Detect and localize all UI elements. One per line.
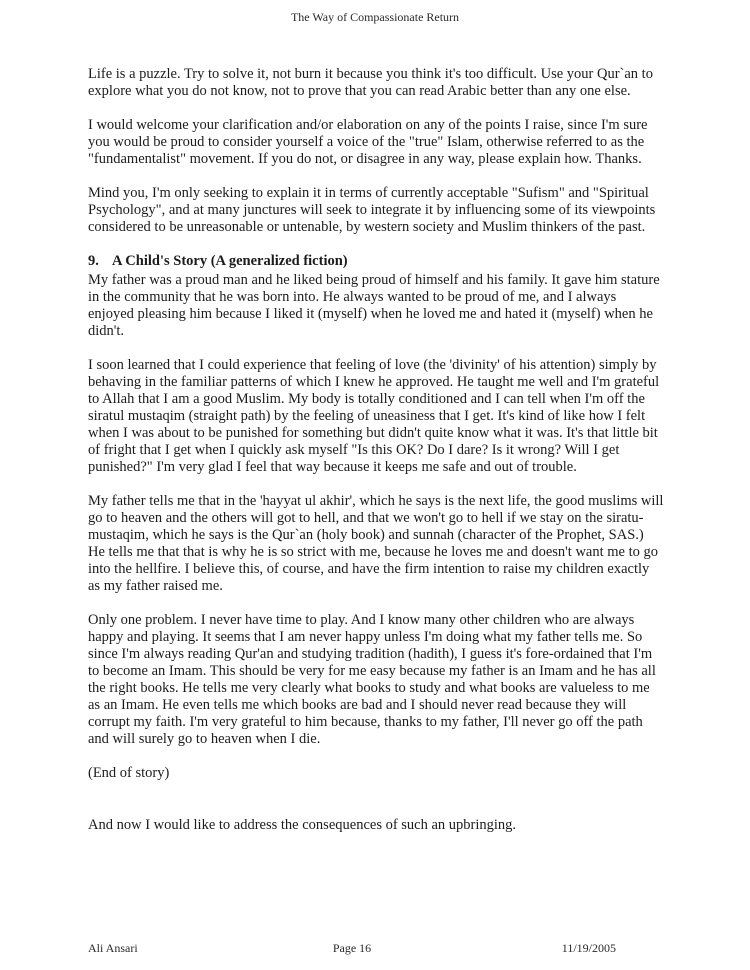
paragraph-life-puzzle: Life is a puzzle. Try to solve it, not burn it because you think it's too difficult. Use your Qur`an to explore what you do not know, not to prove that you can read Arabic better than any one else. — [88, 66, 653, 99]
paragraph-welcome-clarification: I would welcome your clarification and/or elaboration on any of the points I raise, since I'm sure you would be proud to consider yourself a voice of the "true" Islam, otherwise referred to as the "fundamentalist" movement. If you do not, or disagree in any way, please explain how. Thanks. — [88, 117, 648, 167]
section-heading — [88, 253, 664, 270]
section-title: A Child's Story (A generalized fiction) — [112, 253, 348, 269]
paragraph-proud-father: My father was a proud man and he liked being proud of himself and his family. It gave him stature in the community that he was born into. He always wanted to be proud of me, and I always enjoyed pleasing him because I liked it (myself) when he loved me and hated it (myself) when he didn't. — [88, 272, 660, 339]
section-number: 9. — [88, 253, 99, 269]
paragraph-mind-you: Mind you, I'm only seeking to explain it in terms of currently acceptable "Sufism" and "Spiritual Psychology", and at many junctures will seek to integrate it by influencing some of its viewpoints considered to be unreasonable or untenable, by western society and Muslim thinkers of the past. — [88, 185, 656, 235]
paragraph-feeling-of-love: I soon learned that I could experience that feeling of love (the 'divinity' of his attention) simply by behaving in the familiar patterns of which I knew he approved. He taught me well and I'm grateful to Allah that I am a good Muslim. My body is totally conditioned and I can tell when I'm off the siratul mustaqim (straight path) by the feeling of uneasiness that I get. It's kind of like how I felt when I was about to be punished for something but didn't quite know what it was. It's that little bit of fright that I get when I quickly ask myself "Is this OK? Do I dare? Is it wrong? Will I get punished?" I'm very glad I feel that way because it keeps me safe and out of trouble. — [88, 357, 660, 475]
end-of-story-note: (End of story) — [88, 765, 170, 781]
document-body — [88, 49, 664, 851]
page-header — [0, 10, 750, 24]
footer-page-number: Page 16 — [332, 941, 372, 955]
paragraph-only-one-problem: Only one problem. I never have time to play. And I know many other children who are always happy and playing. It seems that I am never happy unless I'm doing what my father tells me. So since I'm always reading Qur'an and studying tradition (hadith), I guess it's fore-ordained that I'm to become an Imam. This should be very for me easy because my father is an Imam and he has all the right books. He tells me very clearly what books to study and what books are valueless to me as an Imam. He even tells me which books are bad and I should never read because they will corrupt my faith. I'm very grateful to him because, thanks to my father, I'll never go off the path and will surely go to heaven when I die. — [88, 612, 656, 747]
footer-date: 11/19/2005 — [561, 941, 616, 955]
closing-line: And now I would like to address the consequences of such an upbringing. — [88, 817, 517, 833]
header-title: The Way of Compassionate Return — [290, 10, 460, 24]
footer-author: Ali Ansari — [88, 941, 138, 955]
paragraph-next-life: My father tells me that in the 'hayyat ul akhir', which he says is the next life, the good muslims will go to heaven and the others will got to hell, and that we won't go to hell if we stay on the siratu-mustaqim, which he says is the Qur`an (holy book) and sunnah (character of the Prophet, SAS.) He tells me that that is why he is so strict with me, because he loves me and doesn't want me to go into the hellfire. I believe this, of course, and have the firm intention to raise my children exactly as my father raised me. — [88, 493, 664, 594]
